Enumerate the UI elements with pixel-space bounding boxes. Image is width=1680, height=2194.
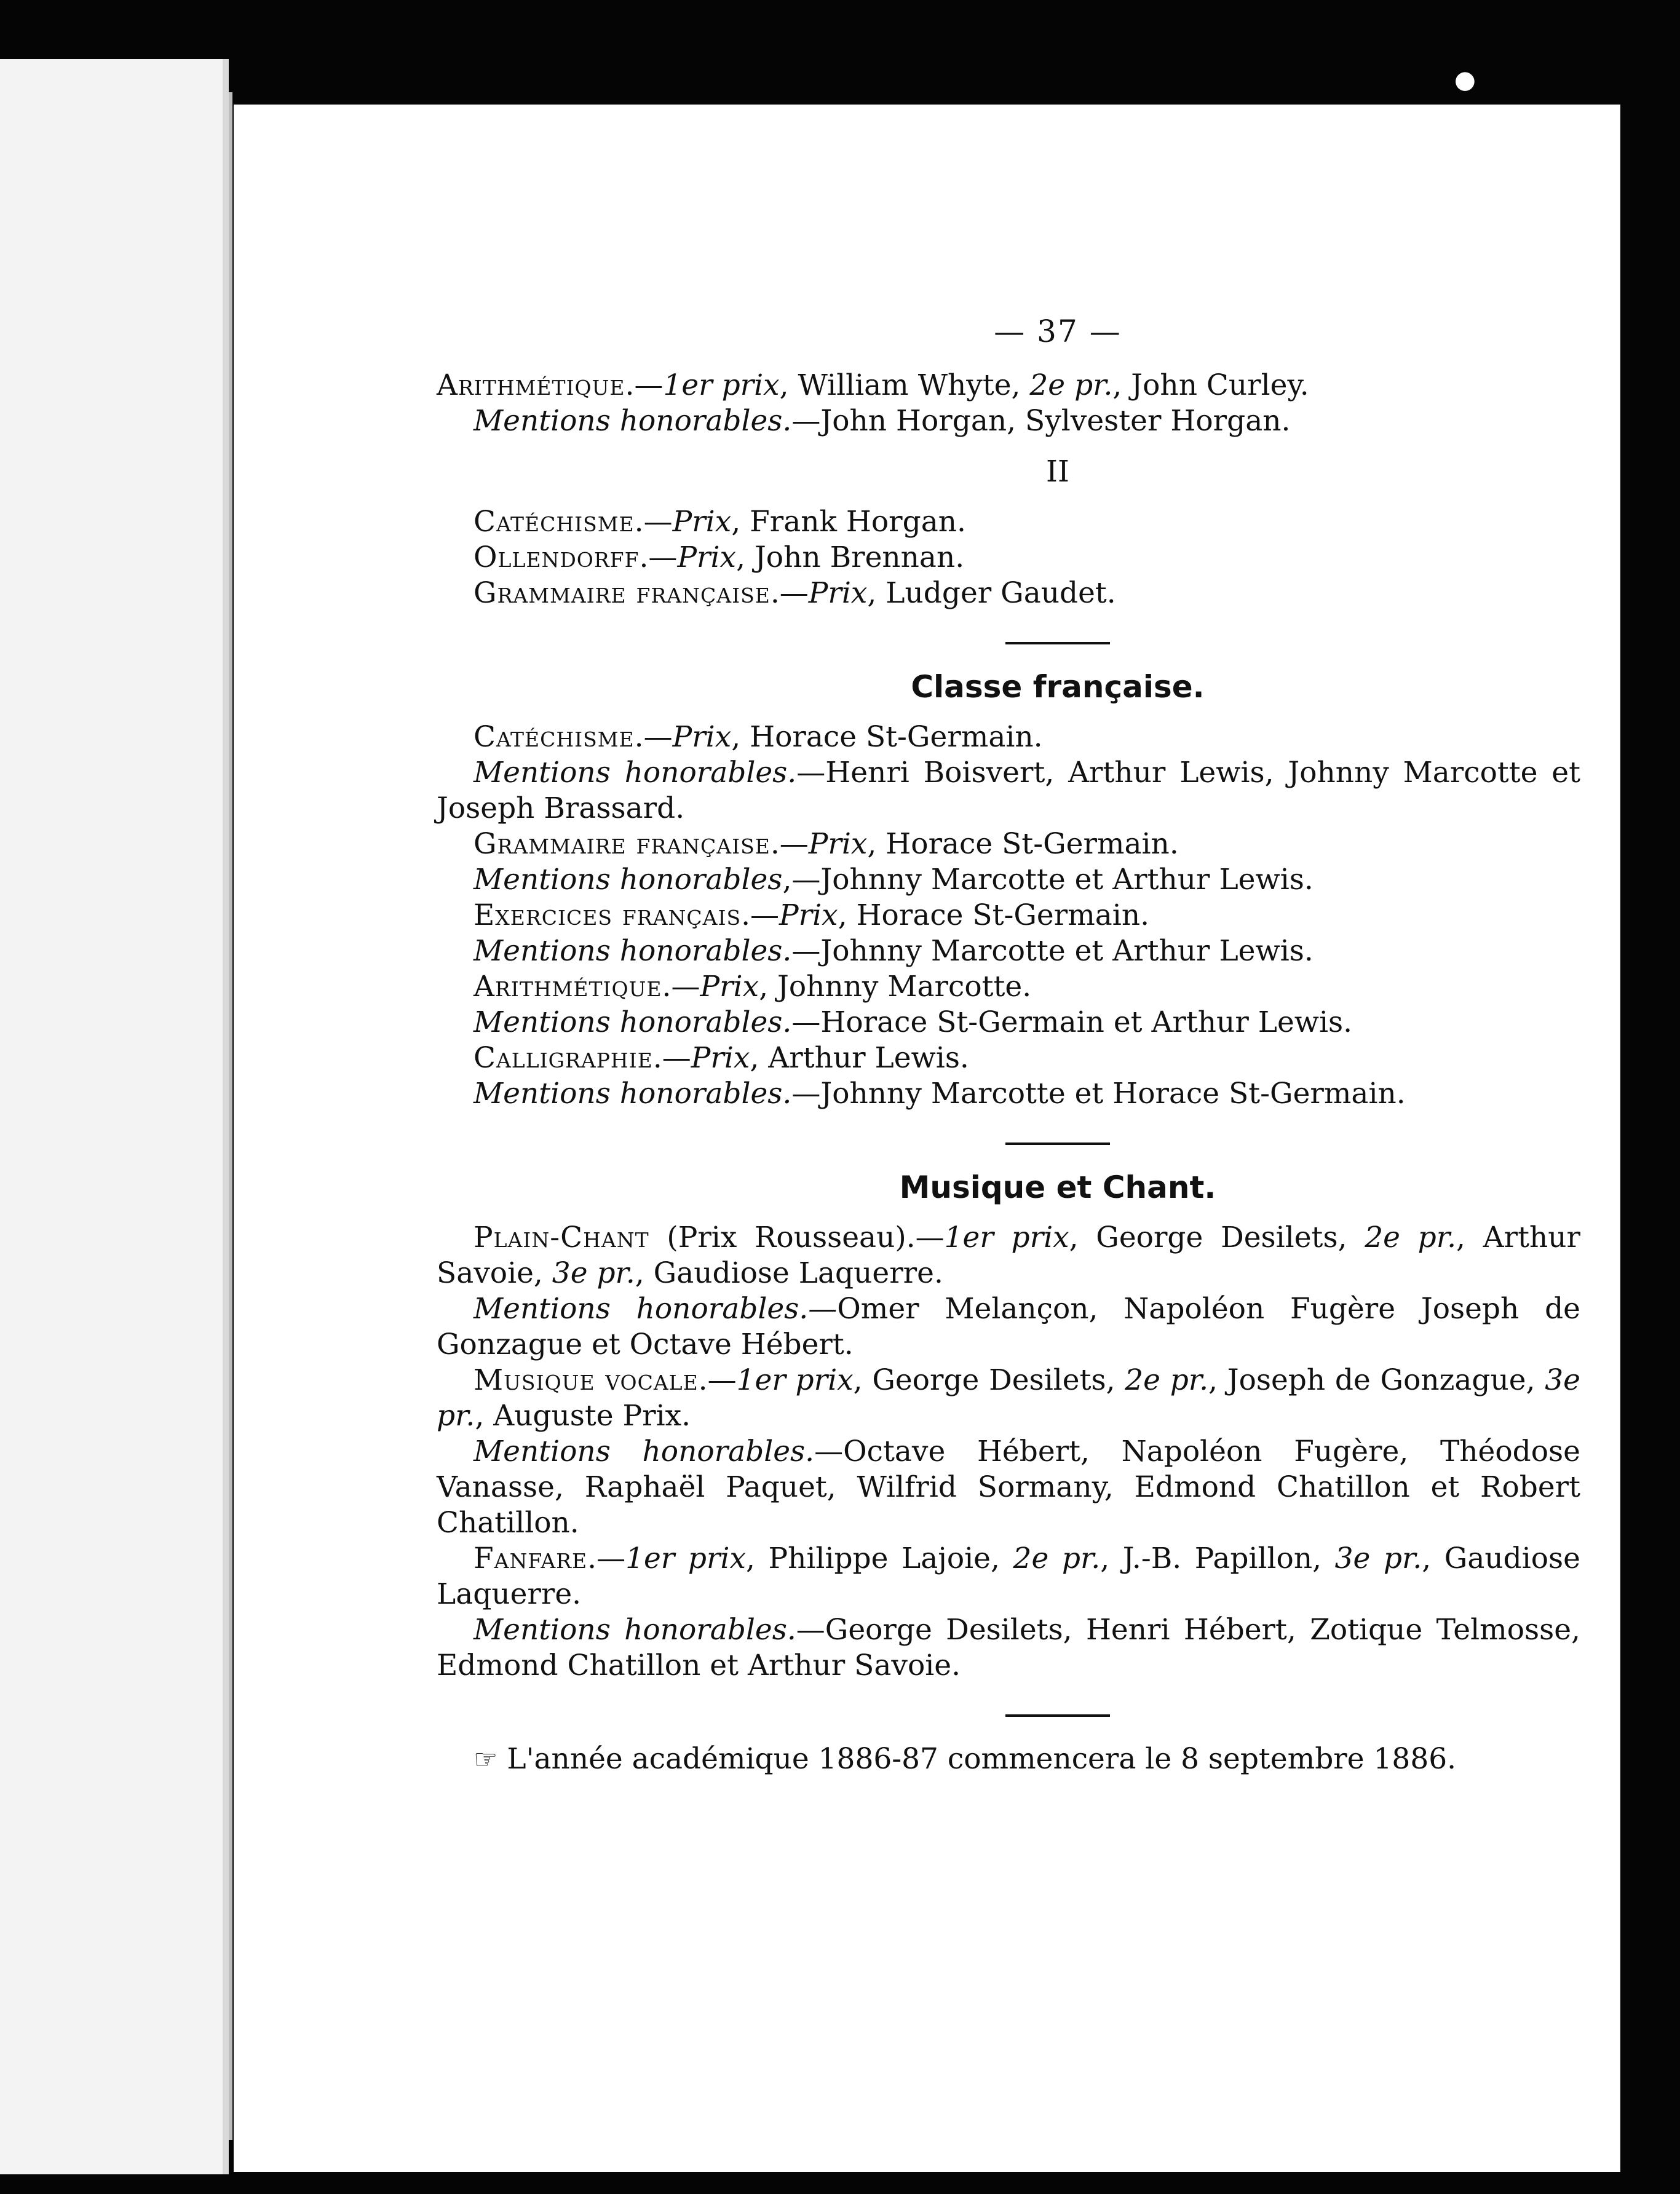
musique-heading: Musique et Chant. [899, 1170, 1216, 1205]
prize-label: Mentions honorables. [473, 1005, 792, 1039]
prize-label: Mentions honorables. [473, 404, 792, 438]
prize-entry [437, 1612, 1580, 1684]
document-page [234, 105, 1620, 2172]
divider-rule [1005, 1714, 1110, 1717]
entry-text: , Horace St-Germain. [838, 898, 1150, 932]
entry-text: .— [625, 368, 664, 402]
entry-text: , Johnny Marcotte. [759, 970, 1032, 1004]
entry-text: —Johnny Marcotte et Horace St-Germain. [791, 1077, 1406, 1111]
prize-label: 1er prix [625, 1542, 746, 1575]
entry-text: .— [587, 1542, 626, 1575]
subject-label: Musique vocale [473, 1363, 699, 1397]
entry-text: , John Curley. [1112, 368, 1309, 402]
prize-label: 3e pr. [437, 1363, 1580, 1433]
section-two-list [437, 504, 1580, 611]
prize-label: Mentions honorables. [473, 1292, 809, 1326]
prize-label: 1er prix [663, 368, 780, 402]
entry-text: .— [634, 505, 673, 539]
prize-label: Prix [779, 898, 838, 932]
entry-text: , Auguste Prix. [475, 1399, 691, 1433]
page-spine [229, 92, 232, 2140]
prize-label: Prix [691, 1041, 750, 1075]
prize-label: Mentions honorables. [473, 934, 792, 968]
subject-label: Calligraphie [473, 1041, 653, 1075]
divider-rule [1005, 1143, 1110, 1145]
entry-text: —George Desilets, Henri Hébert, Zotique Telmosse, Edmond Chatillon et Arthur Savoie. [437, 1613, 1580, 1682]
prize-entry [437, 933, 1580, 969]
entry-text: , Joseph de Gonzague, [1208, 1363, 1545, 1397]
prize-entry [437, 1040, 1580, 1076]
prize-label: Prix [808, 576, 868, 610]
classe-francaise-list [437, 719, 1580, 1112]
pointing-hand-icon: ☞ [473, 1744, 498, 1775]
prize-label: 3e pr. [1334, 1542, 1422, 1575]
prize-label: 2e pr. [1365, 1221, 1457, 1254]
prize-entry [437, 826, 1580, 862]
arithmetique-prize [437, 368, 1580, 403]
entry-text: , Philippe Lajoie, [745, 1542, 1013, 1575]
subject-label: Arithmétique [473, 970, 662, 1004]
entry-text: , Gaudiose Laquerre. [635, 1256, 943, 1290]
prize-entry [437, 719, 1580, 755]
subject-label: Grammaire française [473, 827, 771, 861]
entry-text: , Gaudiose Laquerre. [437, 1542, 1580, 1611]
entry-text: , George Desilets, [1069, 1221, 1365, 1254]
musique-list [437, 1220, 1580, 1684]
prize-label: Mentions honorables. [473, 1613, 796, 1647]
prize-entry [437, 1005, 1580, 1040]
subject-label: Catéchisme [473, 505, 635, 539]
subject-label: Ollendorff [473, 541, 640, 574]
facing-page [0, 59, 229, 2174]
entry-text: —John Horgan, Sylvester Horgan. [791, 404, 1291, 438]
prize-label: 2e pr. [1125, 1363, 1209, 1397]
prize-entry [437, 576, 1580, 611]
prize-entry [437, 504, 1580, 540]
entry-text: , J.-B. Papillon, [1100, 1542, 1335, 1575]
prize-label: Mentions honorables. [473, 756, 797, 790]
prize-label: Mentions honorables. [473, 1435, 815, 1468]
entry-text: (Prix Rousseau).— [649, 1221, 945, 1254]
prize-label: Prix [808, 827, 868, 861]
entry-text: —Horace St-Germain et Arthur Lewis. [791, 1005, 1353, 1039]
subject-label: Grammaire française [473, 576, 771, 610]
prize-label: 2e pr. [1013, 1542, 1101, 1575]
entry-text: .— [741, 898, 780, 932]
prize-label: 3e pr. [552, 1256, 635, 1290]
arithmetique-mentions [437, 403, 1580, 439]
prize-entry [437, 1541, 1580, 1612]
subject-label: Arithmétique [437, 368, 625, 402]
entry-text: .— [639, 541, 678, 574]
entry-text: .— [634, 720, 673, 754]
prize-entry [437, 1291, 1580, 1363]
subject-label: Catéchisme [473, 720, 635, 754]
entry-text: .— [770, 576, 809, 610]
entry-text: , John Brennan. [736, 541, 965, 574]
entry-text: ,—Johnny Marcotte et Arthur Lewis. [782, 863, 1313, 897]
prize-label: Prix [677, 541, 737, 574]
prize-label: Prix [672, 505, 732, 539]
entry-text: , Ludger Gaudet. [867, 576, 1116, 610]
entry-text: .— [698, 1363, 737, 1397]
entry-text: —Johnny Marcotte et Arthur Lewis. [791, 934, 1313, 968]
prize-entry [437, 540, 1580, 576]
prize-entry [437, 755, 1580, 826]
prize-entry [437, 862, 1580, 898]
classe-francaise-heading: Classe française. [911, 669, 1205, 705]
entry-text: —Omer Melançon, Napoléon Fugère Joseph de Gonzague et Octave Hébert. [437, 1292, 1580, 1361]
prize-label: Mentions honorables. [473, 1077, 792, 1111]
prize-entry [437, 1220, 1580, 1291]
prize-label: 1er prix [736, 1363, 854, 1397]
entry-text: .— [662, 970, 700, 1004]
entry-text: , George Desilets, [853, 1363, 1125, 1397]
prize-label: Prix [672, 720, 732, 754]
prize-entry [437, 969, 1580, 1005]
entry-text: , Frank Horgan. [731, 505, 966, 539]
prize-entry [437, 1434, 1580, 1541]
film-blemish: ● [1454, 66, 1476, 94]
notice-paragraph [437, 1741, 1580, 1778]
prize-label: 1er prix [944, 1221, 1069, 1254]
entry-text: —Octave Hébert, Napoléon Fugère, Théodose Vanasse, Raphaël Paquet, Wilfrid Sormany, Edmond Chatillon et Robert Chatillon. [437, 1435, 1580, 1540]
entry-text: .— [652, 1041, 691, 1075]
prize-entry [437, 1363, 1580, 1434]
entry-text: , Arthur Savoie, [437, 1221, 1580, 1290]
notice-text: L'année académique 1886-87 commencera le 8 septembre 1886. [507, 1742, 1457, 1776]
subject-label: Fanfare [473, 1542, 588, 1575]
page-text [437, 314, 1580, 1778]
divider-rule [1005, 642, 1110, 644]
entry-text: , Arthur Lewis. [750, 1041, 969, 1075]
entry-text: , William Whyte, [779, 368, 1030, 402]
entry-text: , Horace St-Germain. [867, 827, 1179, 861]
page-number: — 37 — [994, 314, 1122, 349]
subject-label: Exercices français [473, 898, 742, 932]
entry-text: —Henri Boisvert, Arthur Lewis, Johnny Marcotte et Joseph Brassard. [437, 756, 1581, 825]
prize-label: Prix [700, 970, 759, 1004]
prize-label: 2e pr. [1029, 368, 1113, 402]
entry-text: , Horace St-Germain. [731, 720, 1043, 754]
prize-entry [437, 898, 1580, 933]
subject-label: Plain-Chant [473, 1221, 649, 1254]
prize-entry [437, 1076, 1580, 1112]
entry-text: .— [770, 827, 809, 861]
section-two-heading: II [1046, 454, 1069, 489]
prize-label: Mentions honorables [473, 863, 783, 897]
